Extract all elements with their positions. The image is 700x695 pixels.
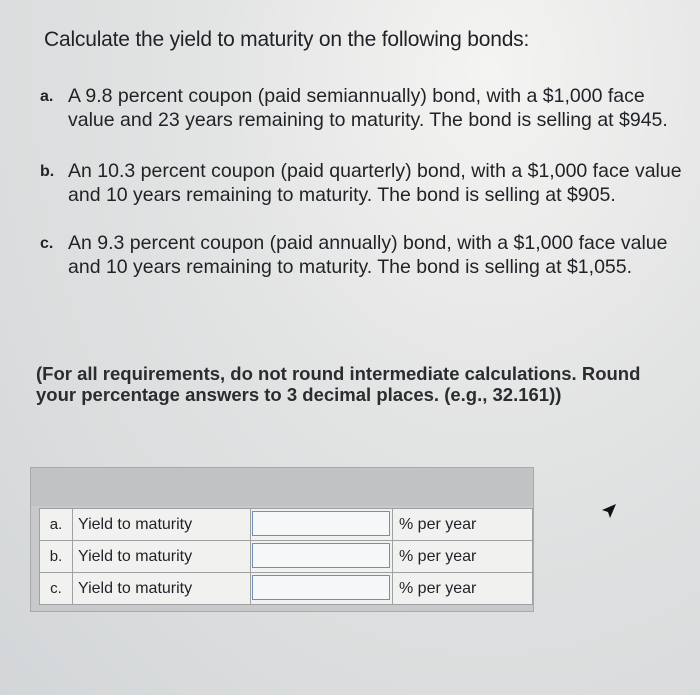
row-unit: % per year [392,541,530,572]
question-letter: a. [40,88,54,105]
row-label: Yield to maturity [73,509,251,540]
instructions: (For all requirements, do not round intermediate calculations. Round your percentage answers to 3 decimal places. (e.g., 32.161)) [36,363,641,405]
table-row [39,540,533,573]
table-row [39,508,533,541]
yield-input-c[interactable] [252,575,390,600]
row-unit: % per year [392,509,530,540]
question-letter: c. [40,235,54,252]
table-row [39,572,533,605]
table-header [31,468,533,506]
yield-input-a[interactable] [252,511,390,536]
problem-title: Calculate the yield to maturity on the following bonds: [44,28,530,51]
question-letter: b. [40,163,55,180]
question-text: An 10.3 percent coupon (paid quarterly) bond, with a $1,000 face value and 10 years remaining to maturity. The bond is selling at $905. [68,160,682,206]
mouse-pointer-icon [598,502,618,522]
row-label: Yield to maturity [73,573,251,604]
yield-input-b[interactable] [252,543,390,568]
question-text: An 9.3 percent coupon (paid annually) bond, with a $1,000 face value and 10 years remaining to maturity. The bond is selling at $1,055. [68,232,668,278]
answer-table [30,467,534,612]
question-text: A 9.8 percent coupon (paid semiannually) bond, with a $1,000 face value and 23 years remaining to maturity. The bond is selling at $945. [68,85,668,131]
row-letter: c. [40,573,73,604]
row-label: Yield to maturity [73,541,251,572]
row-letter: a. [40,509,73,540]
row-unit: % per year [392,573,530,604]
row-letter: b. [40,541,73,572]
